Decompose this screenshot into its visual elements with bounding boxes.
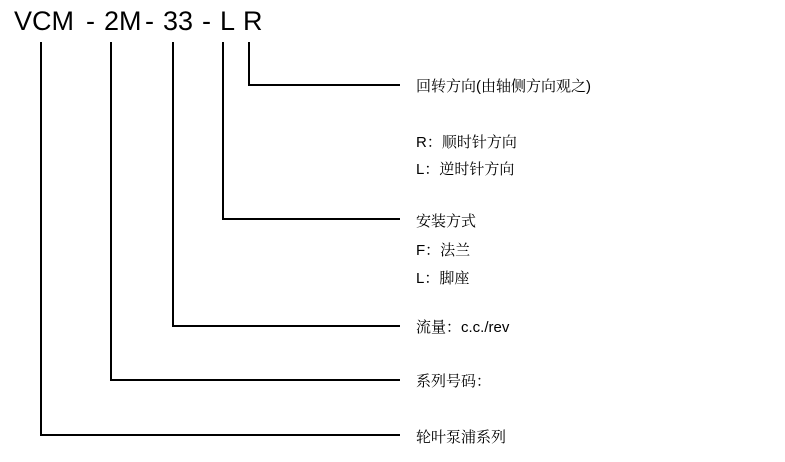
callout-label-series: 系列号码： (416, 373, 492, 390)
code-dash-2: - (145, 6, 154, 36)
code-mounting: L (220, 6, 236, 36)
leader-line-family-vertical (40, 42, 42, 436)
callout-option-mounting-flange: F：法兰 (416, 242, 471, 259)
leader-line-mounting-vertical (222, 42, 224, 220)
callout-option-mounting-foot: L：脚座 (416, 270, 470, 287)
leader-line-rotation-vertical (248, 42, 250, 86)
leader-line-flow-horizontal (172, 325, 400, 327)
leader-line-rotation-horizontal (248, 84, 400, 86)
leader-line-series-vertical (110, 42, 112, 381)
code-rotation: R (243, 6, 263, 36)
leader-line-flow-vertical (172, 42, 174, 327)
leader-line-family-horizontal (40, 434, 400, 436)
code-series: 2M (104, 6, 142, 36)
callout-label-mounting: 安装方式 (416, 213, 477, 230)
leader-line-mounting-horizontal (222, 218, 400, 220)
callout-label-rotation: 回转方向(由轴侧方向观之) (416, 78, 591, 95)
code-displacement: 33 (163, 6, 194, 36)
code-dash-3: - (202, 6, 211, 36)
code-dash-1: - (86, 6, 95, 36)
code-prefix: VCM (14, 6, 74, 36)
callout-label-flow: 流量：c.c./rev (416, 319, 510, 336)
callout-label-family: 轮叶泵浦系列 (416, 429, 507, 446)
callout-option-rotation-r: R：顺时针方向 (416, 134, 517, 151)
leader-line-series-horizontal (110, 379, 400, 381)
callout-option-rotation-l: L：逆时针方向 (416, 161, 515, 178)
